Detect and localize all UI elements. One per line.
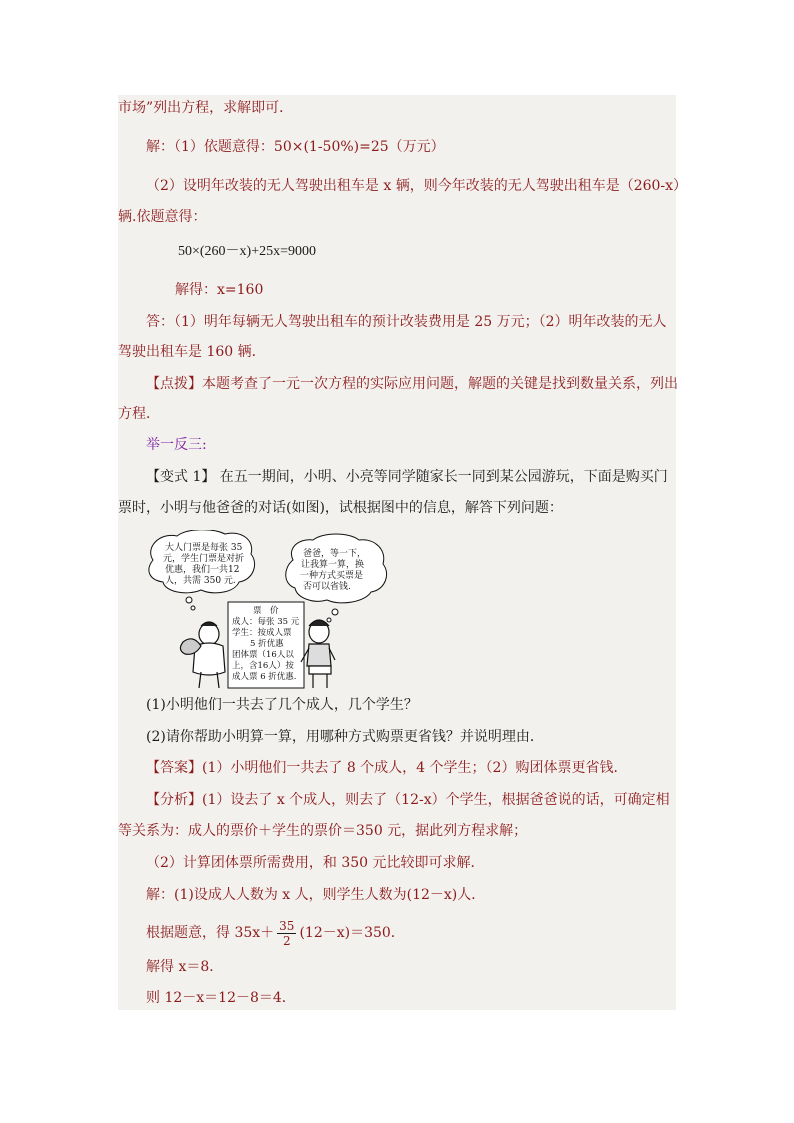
equation: 50×(260－x)+25x=9000	[178, 244, 317, 259]
question-1: (1)小明他们一共去了几个成人，几个学生？	[146, 697, 418, 713]
svg-text:爸爸，等一下，: 爸爸，等一下，	[303, 549, 367, 559]
svg-text:学生：按成人票: 学生：按成人票	[232, 628, 292, 638]
section-heading: 举一反三:	[146, 437, 207, 453]
svg-text:一种方式买票是: 一种方式买票是	[300, 571, 364, 581]
analysis-line: 【分析】(1）设去了 x 个成人，则去了（12-x）个学生，根据爸爸说的话，可确定相	[146, 792, 670, 808]
svg-text:上，含16人）按: 上，含16人）按	[232, 661, 294, 671]
svg-text:成人：每张 35 元: 成人：每张 35 元	[232, 617, 300, 627]
answer-line: 【答案】(1）小明他们一共去了 8 个成人，4 个学生；（2）购团体票更省钱．	[146, 760, 628, 776]
text-line: 方程．	[118, 406, 160, 422]
dialogue-illustration	[143, 530, 398, 690]
text-line: 驾驶出租车是 160 辆．	[118, 344, 266, 360]
fraction: $\frac{35}{2}$	[279, 918, 295, 948]
text-line: 【点拨】本题考查了一元一次方程的实际应用问题，解题的关键是找到数量关系，列出	[146, 376, 678, 392]
question-2: (2)请你帮助小明算一算，用哪种方式购票更省钱？并说明理由．	[146, 729, 544, 745]
solution-equation: 根据题意，得 35x＋ $\frac{35}{2}$ (12－x)＝350．	[146, 918, 405, 948]
speech-bubble-left	[149, 530, 255, 610]
father-figure	[180, 622, 225, 688]
svg-text:让我算一算，换: 让我算一算，换	[301, 560, 365, 570]
svg-text:大人门票是每张 35: 大人门票是每张 35	[165, 543, 243, 553]
svg-text:5 折优惠: 5 折优惠	[250, 639, 284, 649]
solution-line: 则 12－x＝12－8＝4．	[146, 990, 296, 1006]
solution-line: 解：(1)设成人人数为 x 人，则学生人数为(12－x)人．	[146, 887, 486, 903]
text-line: 解得：x=160	[175, 282, 264, 298]
boy-figure	[301, 620, 335, 688]
svg-text:元，学生门票是对折: 元，学生门票是对折	[163, 554, 245, 564]
analysis-line: 等关系为：成人的票价＋学生的票价＝350 元，据此列方程求解；	[118, 823, 528, 839]
svg-text:成人票 6 折优惠.: 成人票 6 折优惠.	[232, 672, 297, 682]
text-line: 【变式 1】 在五一期间，小明、小亮等同学随家长一同到某公园游玩，下面是购买门	[146, 469, 668, 485]
text-line: 答：（1）明年每辆无人驾驶出租车的预计改装费用是 25 万元；（2）明年改装的无人	[146, 314, 667, 330]
svg-text:优惠，我们一共12: 优惠，我们一共12	[165, 565, 240, 575]
text-line: 辆.依题意得：	[118, 209, 207, 225]
svg-text:人，共需 350 元.: 人，共需 350 元.	[165, 576, 236, 586]
price-board	[228, 602, 304, 688]
text-line: 解：（1）依题意得：50×(1-50%)=25（万元）	[146, 139, 445, 155]
svg-text:否可以省钱.: 否可以省钱.	[303, 582, 351, 592]
text-line: 票时，小明与他爸爸的对话(如图)，试根据图中的信息，解答下列问题：	[118, 500, 563, 516]
text-line: 市场”列出方程，求解即可．	[118, 100, 294, 116]
solution-line: 解得 x＝8．	[146, 959, 224, 975]
svg-text:票 价: 票 价	[253, 606, 279, 616]
svg-text:团体票（16人以: 团体票（16人以	[232, 650, 294, 660]
analysis-line: （2）计算团体票所需费用，和 350 元比较即可求解．	[146, 855, 485, 871]
text-line: （2）设明年改装的无人驾驶出租车是 x 辆，则今年改装的无人驾驶出租车是（260-x）	[146, 178, 688, 194]
